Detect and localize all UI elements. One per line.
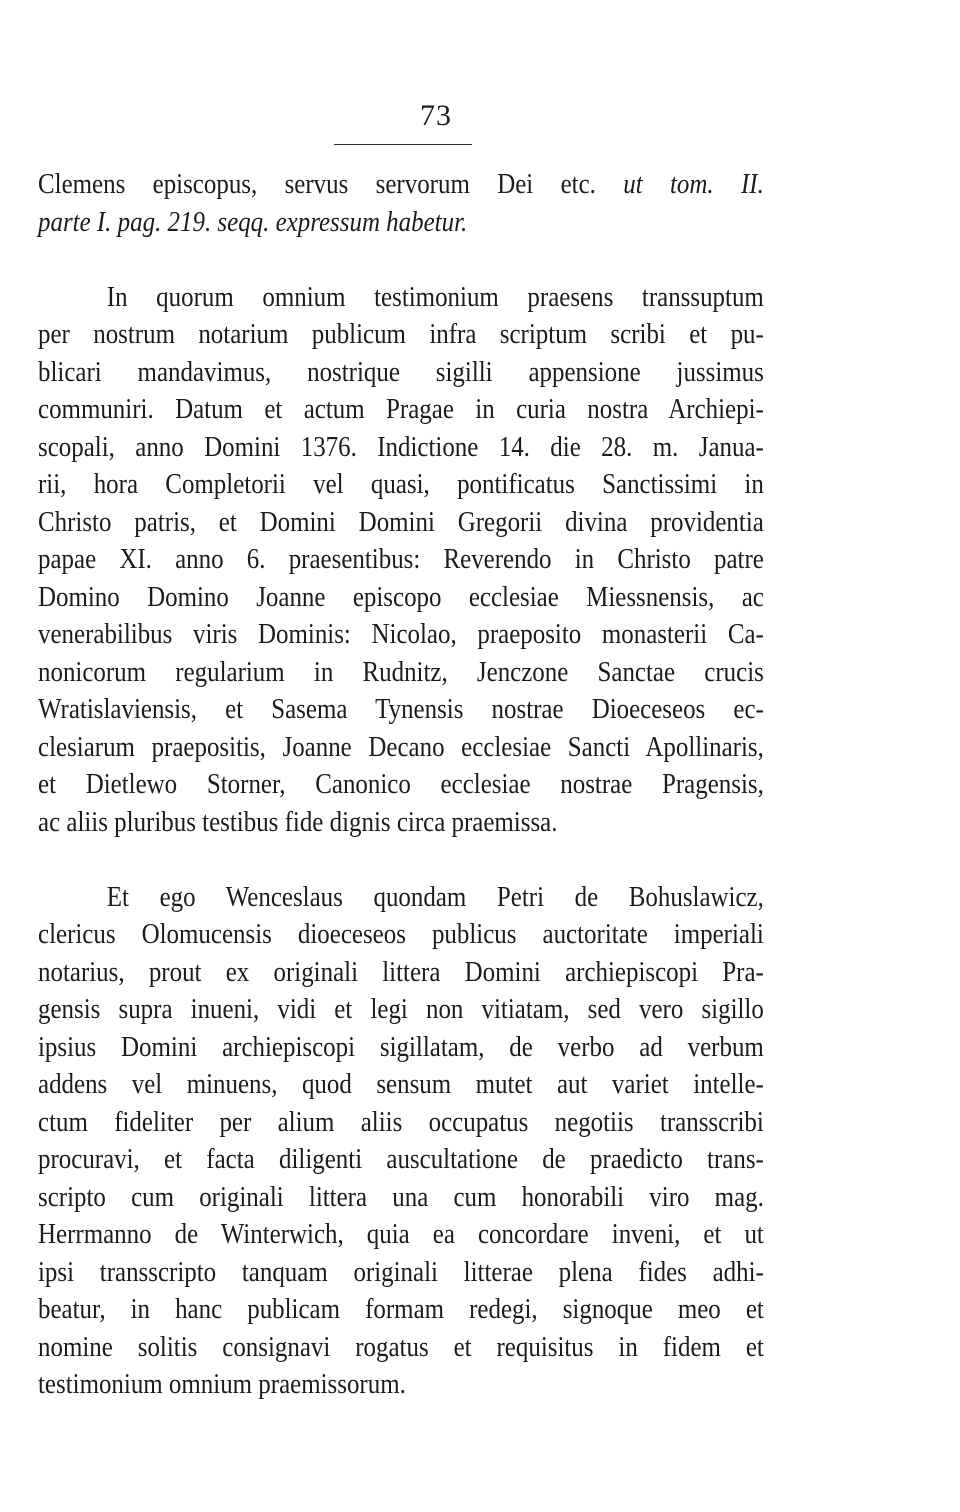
- text-line: [38, 1179, 764, 1217]
- body-text: [38, 166, 764, 1404]
- text-line: [38, 991, 764, 1029]
- text-segment: notarius, prout ex originali littera Domini archiepiscopi Pra-: [38, 955, 764, 988]
- paragraph-gap: [38, 241, 764, 279]
- text-segment: Wratislaviensis, et Sasema Tynensis nostrae Dioeceseos ec-: [38, 693, 764, 725]
- text-segment: procuravi, et facta diligenti auscultatione de praedicto trans-: [38, 1143, 764, 1175]
- text-line: [38, 354, 764, 392]
- text-line: [38, 654, 764, 692]
- text-line: [38, 391, 764, 429]
- text-segment: clericus Olomucensis dioeceseos publicus auctoritate imperiali: [38, 918, 764, 950]
- text-segment: In quorum omnium testimonium praesens transsuptum: [106, 280, 764, 313]
- text-line: [38, 316, 764, 354]
- text-segment: et Dietlewo Storner, Canonico ecclesiae nostrae Pragensis,: [38, 768, 764, 800]
- text-line: [38, 1216, 764, 1254]
- text-segment: beatur, in hanc publicam formam redegi, signoque meo et: [38, 1293, 764, 1325]
- paragraph: [38, 879, 764, 1404]
- text-line: [38, 466, 764, 504]
- text-segment: scripto cum originali littera una cum honorabili viro mag.: [38, 1180, 764, 1213]
- text-segment: ipsius Domini archiepiscopi sigillatam, de verbo ad verbum: [38, 1030, 764, 1063]
- paragraph: [38, 279, 764, 842]
- paragraph-gap: [38, 841, 764, 879]
- text-segment: ac aliis pluribus testibus fide dignis circa praemissa.: [38, 805, 558, 838]
- text-segment: ctum fideliter per alium aliis occupatus negotiis transscribi: [38, 1105, 764, 1138]
- text-segment: scopali, anno Domini 1376. Indictione 14. die 28. m. Janua-: [38, 430, 764, 463]
- italic-segment: parte I. pag. 219. seqq. expressum habetur.: [38, 205, 468, 238]
- page-number: 73: [420, 99, 452, 132]
- text-line: [38, 279, 764, 317]
- text-segment: ipsi transscripto tanquam originali litterae plena fides adhi-: [38, 1255, 764, 1288]
- text-line: [38, 1291, 764, 1329]
- text-line: [38, 1329, 764, 1367]
- paragraph: [38, 166, 764, 241]
- text-line: [38, 1254, 764, 1292]
- text-line: [38, 879, 764, 917]
- text-segment: Christo patris, et Domini Domini Gregorii divina providentia: [38, 505, 764, 538]
- text-line: [38, 166, 764, 204]
- text-segment: gensis supra inueni, vidi et legi non vitiatam, sed vero sigillo: [38, 993, 764, 1025]
- text-segment: blicari mandavimus, nostrique sigilli appensione jussimus: [38, 355, 764, 388]
- text-line: [38, 429, 764, 467]
- text-line: [38, 691, 764, 729]
- text-line: [38, 1104, 764, 1142]
- text-segment: Domino Domino Joanne episcopo ecclesiae Miessnensis, ac: [38, 580, 764, 613]
- text-line: [38, 1141, 764, 1179]
- text-segment: rii, hora Completorii vel quasi, pontificatus Sanctissimi in: [38, 468, 764, 500]
- text-line: [38, 766, 764, 804]
- text-line: [38, 616, 764, 654]
- text-segment: Herrmanno de Winterwich, quia ea concordare inveni, et ut: [38, 1218, 764, 1250]
- text-line: [38, 204, 764, 242]
- text-segment: nonicorum regularium in Rudnitz, Jenczone Sanctae crucis: [38, 655, 764, 688]
- text-segment: addens vel minuens, quod sensum mutet aut variet intelle-: [38, 1068, 764, 1100]
- text-segment: per nostrum notarium publicum infra scriptum scribi et pu-: [38, 318, 764, 350]
- text-segment: nomine solitis consignavi rogatus et requisitus in fidem et: [38, 1330, 764, 1363]
- text-line: [38, 1366, 764, 1404]
- text-segment: communiri. Datum et actum Pragae in curia nostra Archiepi-: [38, 393, 764, 425]
- text-line: [38, 541, 764, 579]
- text-line: [38, 729, 764, 767]
- text-line: [38, 916, 764, 954]
- text-line: [38, 1029, 764, 1067]
- text-segment: papae XI. anno 6. praesentibus: Reverendo in Christo patre: [38, 543, 764, 575]
- text-segment: Et ego Wenceslaus quondam Petri de Bohuslawicz,: [106, 880, 764, 913]
- text-line: [38, 579, 764, 617]
- text-line: [38, 804, 764, 842]
- text-line: [38, 504, 764, 542]
- text-line: [38, 954, 764, 992]
- text-segment: clesiarum praepositis, Joanne Decano ecclesiae Sancti Apollinaris,: [38, 730, 764, 763]
- page-number-rule: [334, 144, 472, 145]
- text-segment: venerabilibus viris Dominis: Nicolao, praeposito monasterii Ca-: [38, 618, 764, 650]
- text-segment: testimonium omnium praemissorum.: [38, 1368, 406, 1400]
- italic-segment: ut tom. II.: [623, 168, 764, 200]
- text-segment: Clemens episcopus, servus servorum Dei etc.: [38, 168, 624, 200]
- text-line: [38, 1066, 764, 1104]
